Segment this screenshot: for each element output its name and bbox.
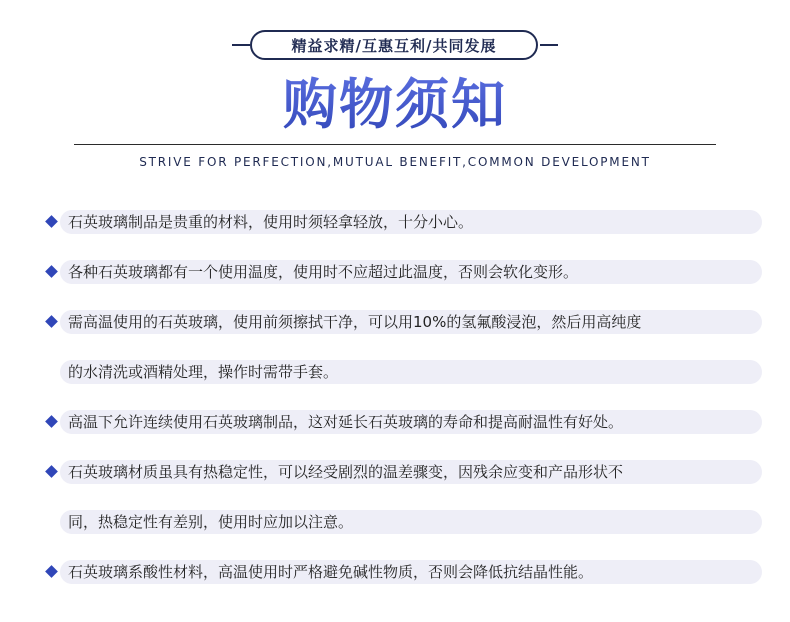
note-line: 高温下允许连续使用石英玻璃制品，这对延长石英玻璃的寿命和提高耐温性有好处。: [68, 413, 624, 431]
diamond-bullet-icon: [45, 415, 58, 428]
note-line: 需高温使用的石英玻璃，使用前须擦拭干净，可以用10%的氢氟酸浸泡，然后用高纯度: [68, 313, 642, 331]
note-line-continuation: 的水清洗或酒精处理，操作时需带手套。: [68, 363, 339, 381]
page-title: 购物须知: [0, 70, 790, 140]
title-divider: [74, 144, 716, 145]
slogan-pill: [250, 30, 538, 60]
slogan-banner: [0, 28, 790, 62]
slogan-text: 精益求精/互惠互利/共同发展: [291, 36, 497, 55]
diamond-bullet-icon: [45, 215, 58, 228]
diamond-bullet-icon: [45, 465, 58, 478]
note-line: 石英玻璃制品是贵重的材料，使用时须轻拿轻放，十分小心。: [68, 213, 474, 231]
page-subtitle: STRIVE FOR PERFECTION,MUTUAL BENEFIT,COMMON DEVELOPMENT: [139, 155, 651, 169]
note-line: 各种石英玻璃都有一个使用温度，使用时不应超过此温度，否则会软化变形。: [68, 263, 579, 281]
diamond-bullet-icon: [45, 315, 58, 328]
diamond-bullet-icon: [45, 565, 58, 578]
note-line: 石英玻璃系酸性材料，高温使用时严格避免碱性物质，否则会降低抗结晶性能。: [68, 563, 594, 581]
diamond-bullet-icon: [45, 265, 58, 278]
slogan-left-rule: [232, 44, 250, 46]
slogan-right-rule: [540, 44, 558, 46]
note-line-continuation: 同，热稳定性有差别，使用时应加以注意。: [68, 513, 354, 531]
note-line: 石英玻璃材质虽具有热稳定性，可以经受剧烈的温差骤变，因残余应变和产品形状不: [68, 463, 624, 481]
